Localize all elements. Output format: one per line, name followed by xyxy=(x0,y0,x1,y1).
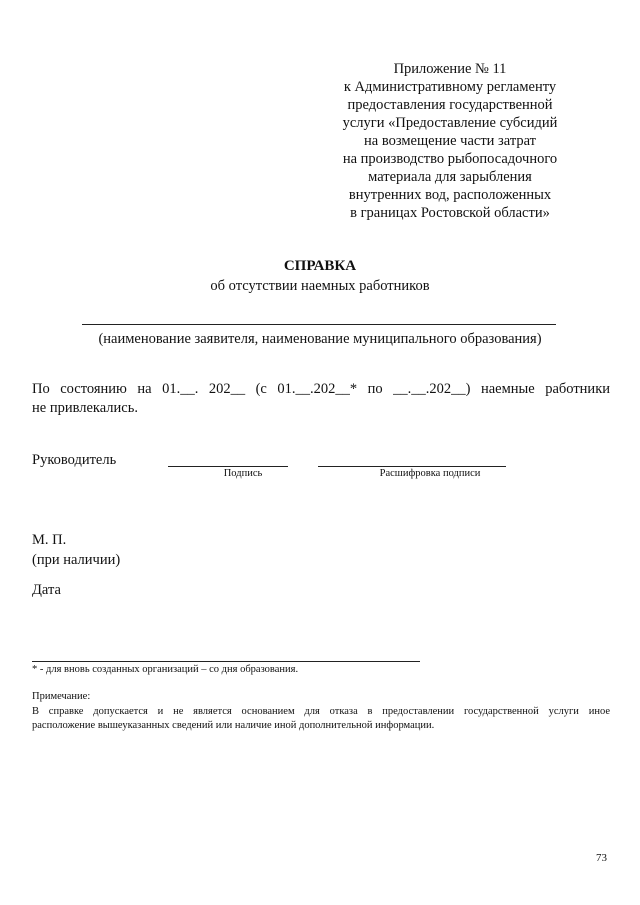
appendix-header xyxy=(318,60,582,222)
document-subtitle: об отсутствии наемных работников xyxy=(210,278,430,294)
note-line-2: расположение вышеуказанных сведений или наличие иной дополнительной информации. xyxy=(32,720,435,731)
footnote-separator xyxy=(32,661,420,662)
signature-caption: Подпись xyxy=(223,468,263,479)
status-line-2: не привлекались. xyxy=(32,400,138,416)
signatory-role: Руководитель xyxy=(32,452,117,468)
appendix-line: к Административному регламенту xyxy=(343,79,557,95)
appendix-line: внутренних вод, расположенных xyxy=(348,187,552,203)
signature-fill-line xyxy=(168,466,288,467)
signature-decode-caption: Расшифровка подписи xyxy=(379,468,481,479)
note-heading: Примечание: xyxy=(32,691,91,702)
appendix-line: на возмещение части затрат xyxy=(364,133,536,149)
stamp-note: (при наличии) xyxy=(32,552,121,568)
status-statement xyxy=(32,380,610,418)
applicant-fill-line xyxy=(82,324,556,325)
signature-decode-fill-line xyxy=(318,466,506,467)
note-line-1: В справке допускается и не является основанием для отказа в предоставлении государственной услуги иное xyxy=(32,706,610,717)
appendix-line: в границах Ростовской области» xyxy=(350,205,550,221)
status-line-1: По состоянию на 01.__. 202__ (с 01.__.202__* по __.__.202__) наемные работники xyxy=(32,381,610,397)
note-text xyxy=(32,705,610,733)
footnote: * - для вновь созданных организаций – со дня образования. xyxy=(32,664,299,675)
date-label: Дата xyxy=(32,582,61,598)
appendix-line: материала для зарыбления xyxy=(368,169,532,185)
appendix-line: услуги «Предоставление субсидий xyxy=(342,115,558,131)
appendix-line: на производство рыбопосадочного xyxy=(342,151,558,167)
page-number: 73 xyxy=(596,852,607,864)
document-title: СПРАВКА xyxy=(283,258,357,274)
stamp-place xyxy=(32,530,120,570)
stamp-label: М. П. xyxy=(32,532,67,548)
appendix-line: Приложение № 11 xyxy=(393,61,507,77)
applicant-caption: (наименование заявителя, наименование муниципального образования) xyxy=(98,331,542,347)
appendix-line: предоставления государственной xyxy=(347,97,553,113)
